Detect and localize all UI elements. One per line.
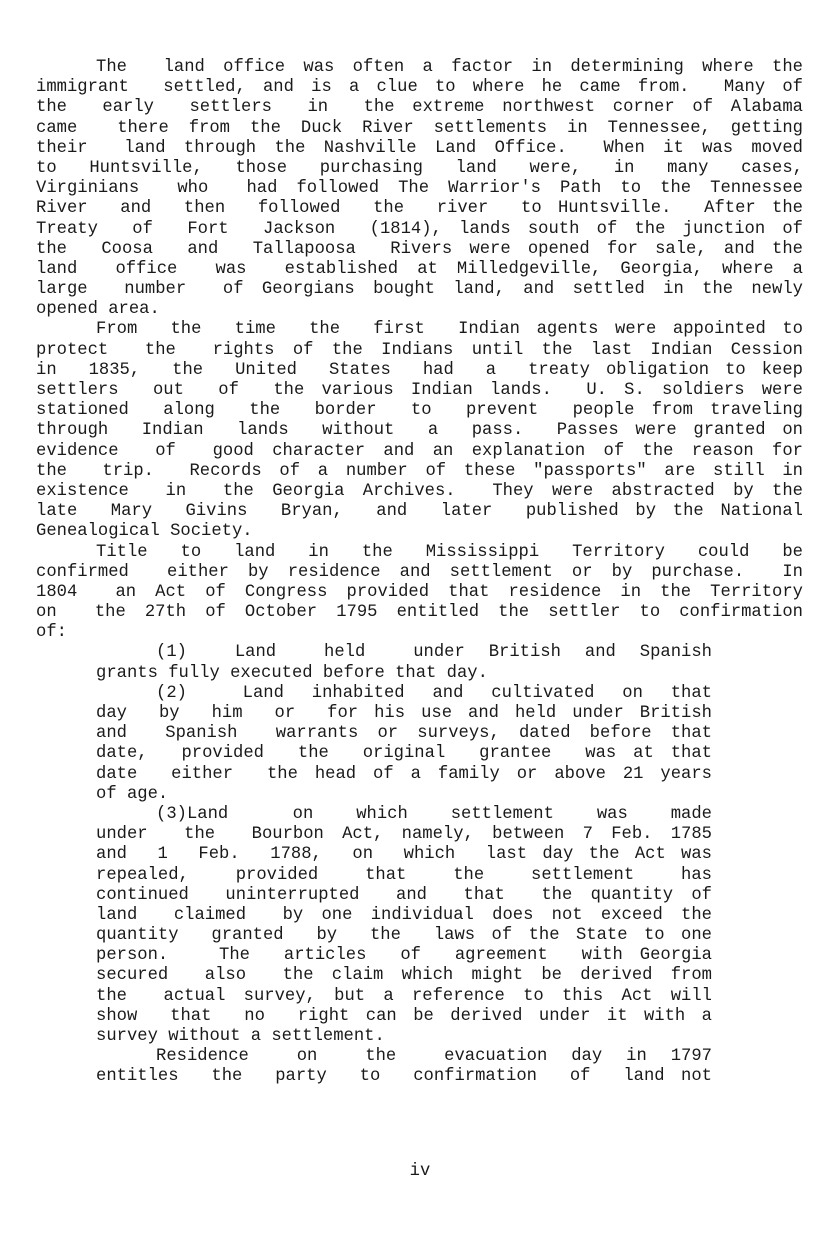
text-line: land claimed by one individual does not exceed the bbox=[96, 905, 712, 925]
paragraph-title-to-land bbox=[36, 543, 803, 644]
text-line: entitles the party to confirmation of land not bbox=[96, 1067, 712, 1087]
text-line: of: bbox=[36, 623, 67, 643]
text-line: the early settlers in the extreme northwest corner of Alabama bbox=[36, 98, 803, 118]
text-line: Genealogical Society. bbox=[36, 522, 253, 542]
text-line: quantity granted by the laws of the State to one bbox=[96, 926, 712, 946]
text-line: confirmed either by residence and settlement or by purchase. In bbox=[36, 562, 803, 582]
provision-3 bbox=[96, 805, 712, 1047]
text-line: stationed along the border to prevent people from traveling bbox=[36, 401, 803, 421]
text-line: secured also the claim which might be derived from bbox=[96, 966, 712, 986]
text-line: late Mary Givins Bryan, and later published by the National bbox=[36, 502, 803, 522]
text-line: the Coosa and Tallapoosa Rivers were opened for sale, and the bbox=[36, 239, 803, 259]
text-line: River and then followed the river to Huntsville. After the bbox=[36, 199, 803, 219]
body-text bbox=[36, 58, 803, 1088]
text-line: (1) Land held under British and Spanish bbox=[156, 643, 712, 663]
text-line: through Indian lands without a pass. Passes were granted on bbox=[36, 421, 803, 441]
paragraph-land-office bbox=[36, 58, 803, 320]
text-line: of age. bbox=[96, 784, 169, 804]
text-line: 1804 an Act of Congress provided that residence in the Territory bbox=[36, 582, 803, 602]
text-line: repealed, provided that the settlement has bbox=[96, 865, 712, 885]
text-line: date, provided the original grantee was at that bbox=[96, 744, 712, 764]
text-line: settlers out of the various Indian lands. U. S. soldiers were bbox=[36, 381, 803, 400]
text-line: their land through the Nashville Land Office. When it was moved bbox=[36, 138, 803, 158]
text-line: opened area. bbox=[36, 300, 160, 320]
text-line: From the time the first Indian agents were appointed to bbox=[96, 320, 803, 340]
text-line: large number of Georgians bought land, and settled in the newly bbox=[36, 280, 803, 300]
provision-2 bbox=[96, 684, 712, 805]
text-line: under the Bourbon Act, namely, between 7 Feb. 1785 bbox=[96, 825, 712, 845]
text-line: to Huntsville, those purchasing land were, in many cases, bbox=[36, 158, 803, 178]
text-line: on the 27th of October 1795 entitled the settler to confirmation bbox=[36, 603, 803, 623]
text-line: the trip. Records of a number of these "passports" are still in bbox=[36, 461, 803, 481]
text-line: and 1 Feb. 1788, on which last day the Act was bbox=[96, 845, 712, 865]
provision-list bbox=[36, 643, 712, 1087]
text-line: and Spanish warrants or surveys, dated before that bbox=[96, 724, 712, 744]
text-line: person. The articles of agreement with Georgia bbox=[96, 946, 712, 966]
text-line: existence in the Georgia Archives. They were abstracted by the bbox=[36, 481, 803, 501]
text-line: date either the head of a family or above 21 years bbox=[96, 764, 712, 784]
paragraph-indian-agents bbox=[36, 320, 803, 542]
text-line: Treaty of Fort Jackson (1814), lands south of the junction of bbox=[36, 219, 803, 239]
text-line: the actual survey, but a reference to this Act will bbox=[96, 986, 712, 1006]
provision-residence bbox=[96, 1047, 712, 1087]
text-line: show that no right can be derived under it with a bbox=[96, 1006, 712, 1026]
text-line: Residence on the evacuation day in 1797 bbox=[156, 1047, 712, 1067]
text-line: in 1835, the United States had a treaty obligation to keep bbox=[36, 360, 803, 380]
text-line: Virginians who had followed The Warrior's Path to the Tennessee bbox=[36, 179, 803, 199]
text-line: protect the rights of the Indians until the last Indian Cession bbox=[36, 340, 803, 360]
text-line: The land office was often a factor in determining where the bbox=[96, 58, 803, 77]
text-line: (2) Land inhabited and cultivated on that bbox=[156, 683, 712, 703]
text-line: land office was established at Milledgeville, Georgia, where a bbox=[36, 259, 803, 279]
text-line: continued uninterrupted and that the quantity of bbox=[96, 885, 712, 905]
provision-1 bbox=[96, 643, 712, 683]
page-number: iv bbox=[409, 1162, 431, 1181]
text-line: grants fully executed before that day. bbox=[96, 663, 488, 683]
text-line: survey without a settlement. bbox=[96, 1027, 385, 1046]
text-line: day by him or for his use and held under British bbox=[96, 704, 712, 723]
text-line: immigrant settled, and is a clue to where he came from. Many of bbox=[36, 78, 803, 98]
text-line: came there from the Duck River settlements in Tennessee, getting bbox=[36, 118, 803, 138]
text-line: Title to land in the Mississippi Territory could be bbox=[96, 542, 803, 562]
text-line: evidence of good character and an explanation of the reason for bbox=[36, 441, 803, 461]
text-line: (3)Land on which settlement was made bbox=[156, 804, 712, 824]
